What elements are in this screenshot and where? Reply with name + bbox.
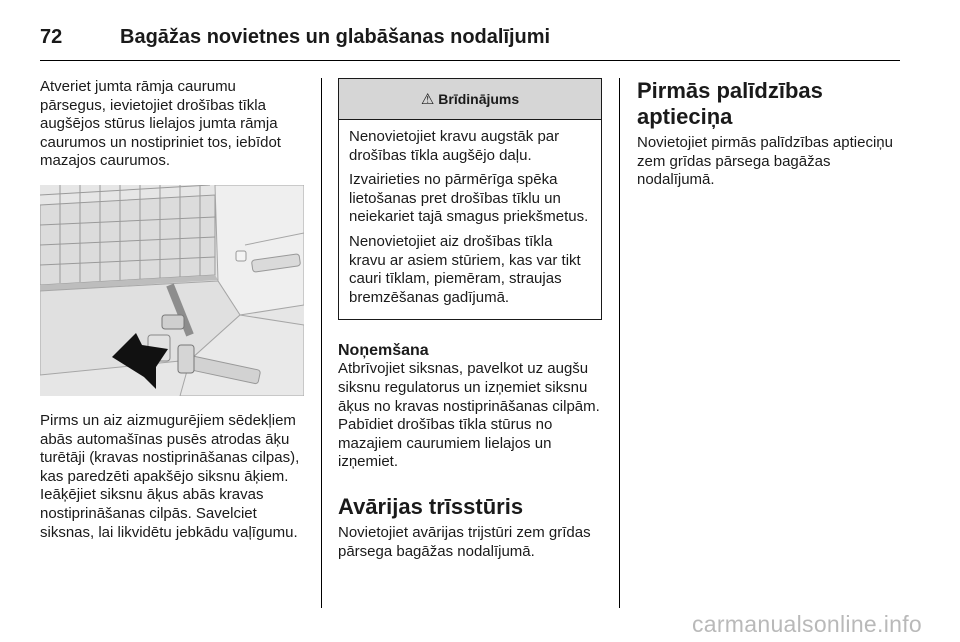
watermark-text: carmanualsonline.info <box>691 611 922 637</box>
warning-paragraph: Izvairieties no pārmērīga spēka lietošanas pret drošības tīklu un neiekariet tajā smagus priekšmetus. <box>349 171 589 226</box>
page-title: Bagāžas novietnes un glabāšanas nodalījumi <box>120 25 551 48</box>
column-3 <box>637 78 899 190</box>
warning-box <box>338 78 602 320</box>
header-rule <box>40 60 900 61</box>
warning-header <box>339 79 601 120</box>
removal-heading: Noņemšana <box>338 342 429 360</box>
warning-paragraph: Nenovietojiet aiz drošības tīkla kravu ar asiem stūriem, kas var tikt cauri tīklam, piemēram, straujas bremzēšanas gadījumā. <box>349 232 581 306</box>
triangle-paragraph: Novietojiet avārijas trijstūri zem grīdas pārsega bagāžas nodalījumā. <box>338 523 591 560</box>
page-header <box>40 18 900 56</box>
column-divider <box>619 78 620 608</box>
anchor-paragraph: Pirms un aiz aizmugurējiem sēdekļiem abās automašīnas pusēs atrodas āķu turētāji (kravas nostiprināšanas cilpas), kas paredzēti apakšējo siksnu āķiem. Ieāķējiet siksnu āķus abās kravas nostiprināšanas cilpās. Savelciet siksnas, lai likvidētu jebkādu vaļīgumu. <box>40 411 300 541</box>
intro-paragraph: Atveriet jumta rāmja caurumu pārsegus, ievietojiet drošības tīkla augšējos stūrus lielajos jumta rāmja caurumos un nostipriniet tos, iebīdot mazajos caurumos. <box>40 78 281 170</box>
removal-paragraph: Atbrīvojiet siksnas, pavelkot uz augšu siksnu regulatorus un izņemiet siksnu āķus no kravas nostiprināšanas cilpām. Pabīdiet drošības tīkla stūrus no mazajiem caurumiem lielajos un izņemiet. <box>338 360 600 471</box>
safety-net-illustration <box>40 185 304 396</box>
page-number: 72 <box>40 25 63 48</box>
column-1 <box>40 78 305 542</box>
warning-triangle-icon: ⚠ <box>420 91 435 108</box>
warning-body <box>339 120 601 319</box>
warning-title: Brīdinājums <box>438 91 520 107</box>
triangle-heading: Avārijas trīsstūris <box>338 493 524 519</box>
first-aid-heading: Pirmās palīdzības aptieciņa <box>637 78 823 129</box>
warning-paragraph: Nenovietojiet kravu augstāk par drošības tīkla augšējo daļu. <box>349 128 560 164</box>
column-divider <box>321 78 322 608</box>
first-aid-paragraph: Novietojiet pirmās palīdzības aptieciņu zem grīdas pārsega bagāžas nodalījumā. <box>637 134 893 189</box>
column-2 <box>338 78 602 561</box>
